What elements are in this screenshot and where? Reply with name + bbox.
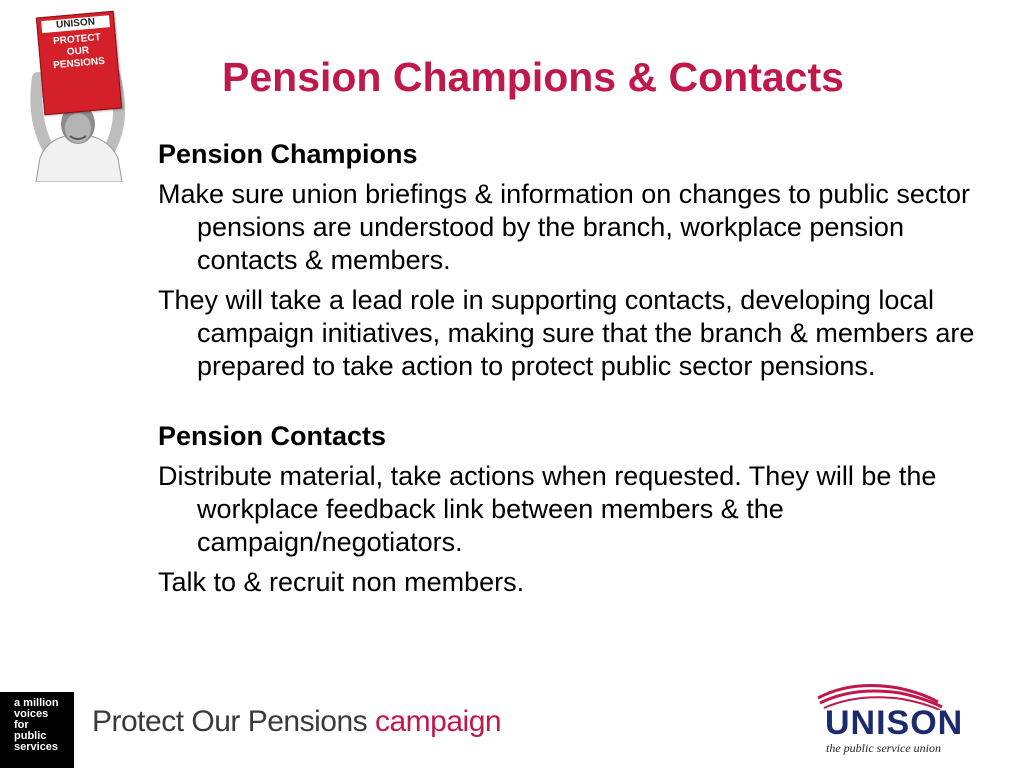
section-pension-contacts	[158, 420, 1003, 599]
slide-title: Pension Champions & Contacts	[222, 54, 844, 100]
section-paragraph: They will take a lead role in supporting contacts, developing local campaign initiatives, making sure that the branch & members are prepared to take action to protect public sector pensions.	[158, 285, 975, 381]
section-heading: Pension Champions	[158, 139, 418, 169]
unison-tagline: the public service union	[826, 741, 941, 755]
campaign-accent-text: campaign	[374, 705, 502, 738]
section-spacer	[158, 390, 1003, 420]
badge-line: services	[14, 741, 59, 753]
protest-sign	[36, 11, 122, 115]
badge-line: voices	[14, 708, 49, 720]
section-paragraph: Distribute material, take actions when requested. They will be the workplace feedback link between members & the campaign/negotiators.	[158, 461, 937, 557]
slide-body	[158, 138, 1003, 606]
section-heading: Pension Contacts	[158, 421, 387, 451]
campaign-main-text: Protect Our Pensions	[92, 705, 368, 738]
campaign-banner	[92, 705, 501, 739]
badge-line: a million	[14, 697, 59, 709]
sign-brand: UNISON	[41, 15, 110, 33]
poster-image	[18, 8, 138, 182]
sign-slogan-line: OUR	[66, 45, 90, 58]
sign-slogan-line: PROTECT	[52, 32, 102, 48]
badge-line: for	[14, 719, 29, 731]
section-paragraph: Make sure union briefings & information on changes to public sector pensions are understood by the branch, workplace pension contacts & members.	[158, 179, 970, 275]
badge-line: public	[14, 730, 47, 742]
million-voices-badge	[0, 692, 74, 768]
unison-wordmark: UNISON	[825, 704, 964, 742]
sign-slogan-line: PENSIONS	[52, 55, 106, 72]
section-pension-champions	[158, 138, 1003, 383]
unison-logo	[812, 680, 972, 760]
section-paragraph: Talk to & recruit non members.	[158, 567, 525, 597]
